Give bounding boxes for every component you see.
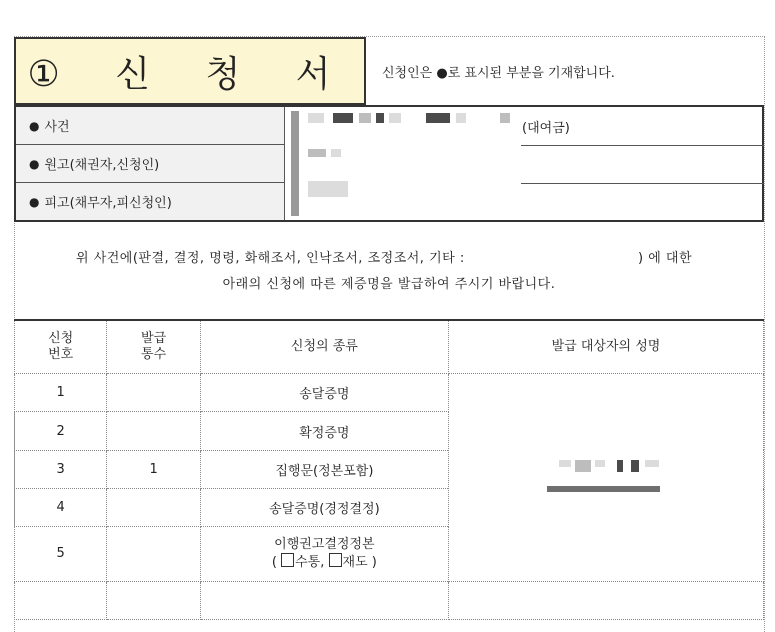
- row-count[interactable]: [107, 582, 200, 620]
- header-count: 발급 통수: [107, 320, 200, 374]
- redacted-case-number: [456, 113, 466, 123]
- target-name-cell[interactable]: [448, 374, 763, 582]
- redacted-case-number: [426, 113, 450, 123]
- case-label: 사건: [44, 120, 70, 135]
- redacted-target-name: [559, 460, 571, 467]
- row-kind: 확정증명: [200, 412, 448, 450]
- header-kind: 신청의 종류: [200, 320, 448, 374]
- plaintiff-label: 원고(채권자,신청인): [44, 158, 160, 173]
- redacted-case-number: [389, 113, 401, 123]
- checkbox-reissue[interactable]: [329, 553, 342, 567]
- case-label-cell: [16, 107, 285, 145]
- bullet-icon: ●: [29, 194, 40, 209]
- plaintiff-line: [521, 183, 764, 184]
- row-count[interactable]: 1: [107, 450, 200, 488]
- row-no: 5: [15, 527, 107, 582]
- request-sentence-line2: 아래의 신청에 따른 제증명을 발급하여 주시기 바랍니다.: [222, 277, 556, 292]
- redacted-target-name: [645, 460, 659, 467]
- row-count[interactable]: [107, 412, 200, 450]
- row-no: 4: [15, 489, 107, 527]
- redacted-case-number: [359, 113, 371, 123]
- redacted-case-number: [333, 113, 353, 123]
- header-no: 신청 번호: [15, 320, 107, 374]
- case-suffix: (대여금): [522, 121, 570, 136]
- row-count[interactable]: [107, 374, 200, 412]
- request-table: [14, 319, 764, 620]
- header-name: 발급 대상자의 성명: [448, 320, 763, 374]
- redacted-plaintiff: [308, 149, 326, 157]
- row-kind: 송달증명(경정결정): [200, 489, 448, 527]
- redacted-case-number: [308, 113, 324, 123]
- title-box: [14, 37, 366, 105]
- redacted-marker: [291, 111, 299, 216]
- redacted-target-name: [631, 460, 639, 472]
- case-line: [521, 145, 764, 146]
- row-kind: 집행문(정본포함): [200, 450, 448, 488]
- table-row: [15, 374, 764, 412]
- row-kind: 이행권고결정정본 ( 수통, 재도 ): [200, 527, 448, 582]
- checkbox-copies[interactable]: [281, 553, 294, 567]
- row-no: [15, 582, 107, 620]
- row-name[interactable]: [448, 582, 763, 620]
- row-no: 3: [15, 450, 107, 488]
- table-row: [15, 582, 764, 620]
- redacted-plaintiff: [331, 149, 341, 157]
- document-title: ① 신 청 서: [27, 53, 353, 95]
- redacted-defendant: [308, 181, 348, 197]
- bullet-icon: ●: [29, 156, 40, 171]
- row-no: 1: [15, 374, 107, 412]
- redacted-target-name: [617, 460, 623, 472]
- redacted-case-number: [500, 113, 510, 123]
- sentence-line1-left: 위 사건에(판결, 결정, 명령, 화해조서, 인낙조서, 조정조서, 기타 :: [76, 251, 465, 266]
- row-kind-line1: 이행권고결정정본: [274, 537, 375, 553]
- redacted-target-name: [575, 460, 591, 472]
- sentence-line1-right: ) 에 대한: [638, 251, 693, 266]
- plaintiff-label-cell: [16, 145, 285, 183]
- title-note: 신청인은 ●로 표시된 부분을 기재합니다.: [382, 66, 615, 81]
- redacted-target-name: [595, 460, 605, 467]
- row-kind: [200, 582, 448, 620]
- redacted-target-name: [547, 486, 660, 492]
- bullet-icon: ●: [29, 118, 40, 133]
- case-info-box: [14, 105, 764, 222]
- row-kind: 송달증명: [200, 374, 448, 412]
- row-no: 2: [15, 412, 107, 450]
- defendant-label: 피고(채무자,피신청인): [44, 196, 172, 211]
- row-count[interactable]: [107, 489, 200, 527]
- row-count[interactable]: [107, 527, 200, 582]
- defendant-label-cell: [16, 183, 285, 220]
- redacted-case-number: [376, 113, 384, 123]
